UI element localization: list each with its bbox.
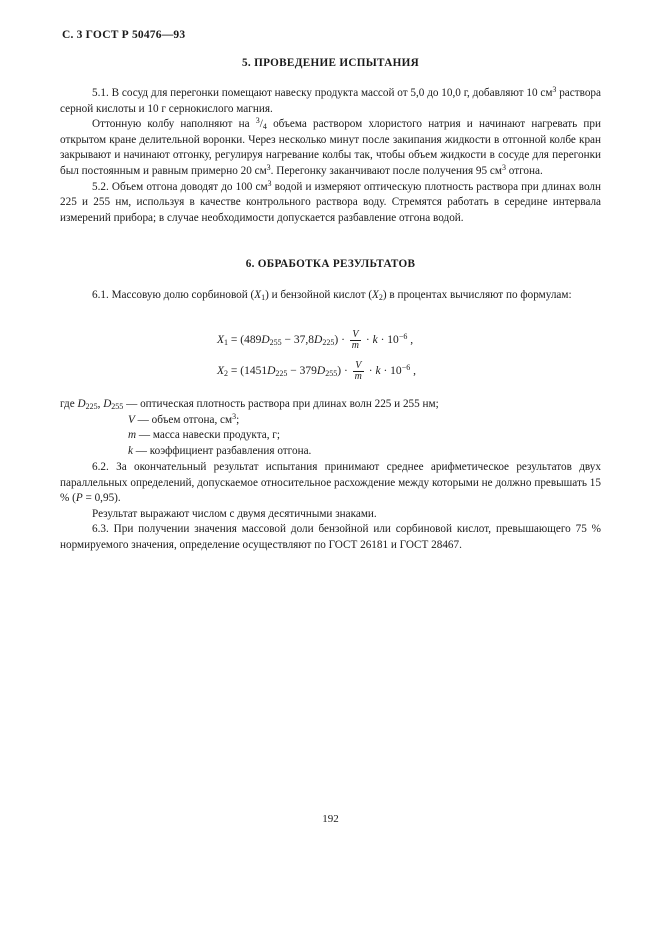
- formula-x2: $X_2 = (1451D_{225} - 379D_{255})$ · $\frac{V}{m}$ · $k \cdot 10^{-6}$ ,: [217, 360, 416, 382]
- formula-x1: $X_1 = (489D_{255} - 37,8D_{225})$ · $\frac{V}{m}$ · $k \cdot 10^{-6}$ ,: [217, 329, 414, 351]
- paragraph-5-2: 5.2. Объем отгона доводят до 100 $см^3$ водой и измеряют оптическую плотность раствора при длинах волн 225 и 255 нм, используя в качестве контрольного раствора воду. Стремятся работать в середине интервала измерений прибора; в случае необходимости допускается разбавление отгона водой.: [60, 178, 601, 224]
- paragraph-6-3: 6.3. При получении значения массовой доли бензойной или сорбиновой кислот, превышающего 75 % нормируемого значения, определение осуществляют по ГОСТ 26181 и ГОСТ 28467.: [60, 523, 601, 551]
- paragraph-5-1-b: Оттонную колбу наполняют на $^3/_4$ объема раствором хлористого натрия и начинают нагревать при открытом кране делительной воронки. Через несколько минут после закипания жидкости в отгонной колбе кран закрывают и начинают отгонку, регулируя нагревание колбы так, чтобы объем жидкости в сосуде для перегонки был постоянным и равным примерно 20 $см^3$. Перегонку заканчивают после получения 95 $см^3$ отгона.: [60, 116, 601, 177]
- section-5-title: 5. ПРОВЕДЕНИЕ ИСПЫТАНИЯ: [242, 57, 419, 69]
- paragraph-6-2-result: Результат выражают числом с двумя десятичными знаками.: [92, 507, 377, 520]
- legend-v: V — объем отгона, $см^3$;: [128, 411, 240, 426]
- legend-k: k — коэффициент разбавления отгона.: [128, 444, 312, 457]
- formula-legend: [60, 397, 601, 459]
- section-6-title: 6. ОБРАБОТКА РЕЗУЛЬТАТОВ: [245, 258, 416, 270]
- paragraph-6-1: 6.1. Массовую долю сорбиновой $(X_1)$ и бензойной кислот $(X_2)$ в процентах вычисляют по формулам:: [92, 289, 572, 302]
- paragraph-5-1: 5.1. В сосуд для перегонки помещают навеску продукта массой от 5,0 до 10,0 г, добавляют 10 $см^3$ раствора серной кислоты и 10 г сернокислого магния.: [60, 85, 601, 115]
- legend-m: m — масса навески продукта, г;: [128, 429, 280, 442]
- fraction-v-over-m: $\frac{V}{m}$: [351, 329, 360, 351]
- section-6-body: [60, 460, 601, 554]
- page-number: 192: [322, 813, 339, 825]
- page-header: С. 3 ГОСТ Р 50476—93: [62, 29, 186, 41]
- fraction-v-over-m-2: $\frac{V}{m}$: [354, 360, 362, 382]
- legend-d: где $D_{225}$, $D_{255}$ — оптическая плотность раствора при длинах волн 225 и 255 нм;: [60, 398, 439, 411]
- section-5-body: [60, 86, 601, 226]
- paragraph-6-2: 6.2. За окончательный результат испытания принимают среднее арифметическое результатов двух параллельных определений, допускаемое относительное расхождение между которыми не должно превышать 15 % (P = 0,95).: [60, 461, 601, 505]
